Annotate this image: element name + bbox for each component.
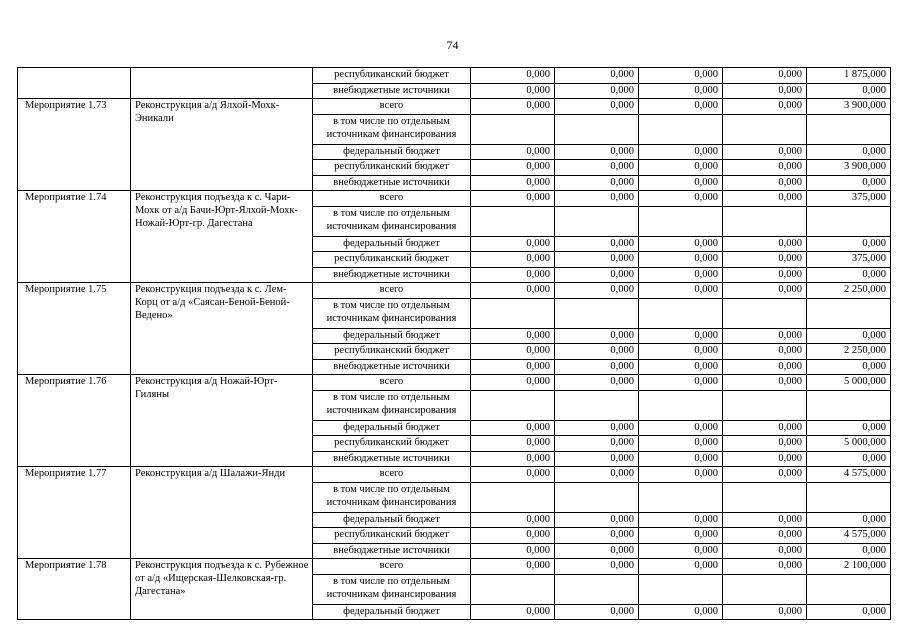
amount-cell (723, 206, 807, 236)
amount-cell: 0,000 (807, 175, 891, 191)
amount-cell: 0,000 (471, 451, 555, 467)
amount-cell: 0,000 (807, 543, 891, 559)
amount-cell (807, 574, 891, 604)
amount-cell: 0,000 (555, 144, 639, 160)
amount-cell: 0,000 (639, 604, 723, 620)
amount-cell: 3 900,000 (807, 99, 891, 115)
funding-source-cell: федеральный бюджет (313, 144, 471, 160)
page-number: 74 (446, 38, 459, 52)
amount-cell: 0,000 (723, 68, 807, 84)
amount-cell: 0,000 (723, 543, 807, 559)
amount-cell (639, 574, 723, 604)
amount-cell: 0,000 (639, 436, 723, 452)
funding-source-cell: внебюджетные источники (313, 83, 471, 99)
funding-source-cell: всего (313, 191, 471, 207)
amount-cell: 0,000 (723, 267, 807, 283)
amount-cell: 0,000 (555, 283, 639, 299)
amount-cell: 0,000 (723, 160, 807, 176)
amount-cell: 0,000 (639, 528, 723, 544)
table-row (18, 68, 891, 84)
funding-source-cell: республиканский бюджет (313, 252, 471, 268)
amount-cell: 0,000 (639, 144, 723, 160)
measure-name-cell (131, 68, 313, 99)
funding-source-cell: республиканский бюджет (313, 160, 471, 176)
funding-source-cell: всего (313, 467, 471, 483)
amount-cell: 0,000 (471, 175, 555, 191)
amount-cell (471, 482, 555, 512)
amount-cell: 0,000 (807, 604, 891, 620)
measure-code-cell: Мероприятие 1.73 (18, 99, 131, 191)
funding-source-cell: в том числе по отдельным источникам финансирования (313, 114, 471, 144)
amount-cell: 0,000 (807, 328, 891, 344)
amount-cell: 2 250,000 (807, 344, 891, 360)
amount-cell: 0,000 (471, 436, 555, 452)
amount-cell: 0,000 (723, 528, 807, 544)
amount-cell: 0,000 (723, 191, 807, 207)
amount-cell: 0,000 (807, 512, 891, 528)
amount-cell: 0,000 (639, 267, 723, 283)
amount-cell: 0,000 (639, 375, 723, 391)
measure-name-cell: Реконструкция подъезда к с. Рубежное от а/д «Ищерская-Шелковская-гр. Дагестана» (131, 559, 313, 620)
amount-cell: 0,000 (555, 543, 639, 559)
amount-cell: 0,000 (723, 328, 807, 344)
amount-cell: 4 575,000 (807, 528, 891, 544)
amount-cell: 5 000,000 (807, 375, 891, 391)
amount-cell: 0,000 (639, 252, 723, 268)
amount-cell: 0,000 (639, 99, 723, 115)
amount-cell (471, 574, 555, 604)
amount-cell (807, 482, 891, 512)
amount-cell: 0,000 (555, 328, 639, 344)
amount-cell (723, 298, 807, 328)
funding-source-cell: в том числе по отдельным источникам финансирования (313, 390, 471, 420)
amount-cell: 0,000 (471, 252, 555, 268)
funding-source-cell: республиканский бюджет (313, 436, 471, 452)
amount-cell: 0,000 (555, 175, 639, 191)
amount-cell: 0,000 (639, 359, 723, 375)
amount-cell: 0,000 (723, 344, 807, 360)
table-row (18, 99, 891, 115)
amount-cell: 0,000 (471, 467, 555, 483)
amount-cell: 0,000 (807, 359, 891, 375)
amount-cell (723, 482, 807, 512)
amount-cell: 0,000 (471, 144, 555, 160)
amount-cell (639, 482, 723, 512)
amount-cell: 0,000 (555, 528, 639, 544)
amount-cell (723, 574, 807, 604)
funding-source-cell: всего (313, 559, 471, 575)
amount-cell: 0,000 (639, 420, 723, 436)
table-row (18, 467, 891, 483)
amount-cell: 0,000 (555, 99, 639, 115)
amount-cell: 0,000 (555, 512, 639, 528)
amount-cell: 0,000 (555, 467, 639, 483)
amount-cell: 0,000 (723, 359, 807, 375)
amount-cell (807, 206, 891, 236)
amount-cell: 0,000 (471, 420, 555, 436)
amount-cell: 3 900,000 (807, 160, 891, 176)
amount-cell: 4 575,000 (807, 467, 891, 483)
funding-source-cell: федеральный бюджет (313, 420, 471, 436)
amount-cell (639, 390, 723, 420)
amount-cell: 0,000 (723, 451, 807, 467)
amount-cell: 0,000 (723, 283, 807, 299)
measure-name-cell: Реконструкция а/д Ножай-Юрт-Гиляны (131, 375, 313, 467)
amount-cell (639, 114, 723, 144)
funding-source-cell: в том числе по отдельным источникам финансирования (313, 298, 471, 328)
amount-cell: 0,000 (639, 83, 723, 99)
amount-cell: 0,000 (639, 451, 723, 467)
amount-cell: 0,000 (639, 328, 723, 344)
measure-code-cell: Мероприятие 1.75 (18, 283, 131, 375)
table-row (18, 283, 891, 299)
amount-cell: 0,000 (723, 420, 807, 436)
amount-cell: 375,000 (807, 191, 891, 207)
amount-cell: 0,000 (555, 83, 639, 99)
amount-cell: 0,000 (471, 328, 555, 344)
funding-source-cell: внебюджетные источники (313, 267, 471, 283)
amount-cell: 375,000 (807, 252, 891, 268)
amount-cell (555, 298, 639, 328)
amount-cell (555, 114, 639, 144)
amount-cell: 0,000 (471, 83, 555, 99)
amount-cell: 0,000 (555, 604, 639, 620)
amount-cell: 0,000 (639, 236, 723, 252)
amount-cell: 0,000 (723, 144, 807, 160)
amount-cell: 0,000 (555, 236, 639, 252)
amount-cell: 0,000 (555, 559, 639, 575)
amount-cell (471, 390, 555, 420)
amount-cell: 0,000 (639, 191, 723, 207)
amount-cell: 0,000 (555, 191, 639, 207)
amount-cell: 0,000 (471, 604, 555, 620)
amount-cell (807, 114, 891, 144)
funding-source-cell: республиканский бюджет (313, 528, 471, 544)
amount-cell: 0,000 (807, 144, 891, 160)
amount-cell (723, 390, 807, 420)
amount-cell: 0,000 (807, 83, 891, 99)
amount-cell: 0,000 (639, 175, 723, 191)
amount-cell: 0,000 (807, 267, 891, 283)
amount-cell: 0,000 (639, 68, 723, 84)
amount-cell (555, 206, 639, 236)
amount-cell: 0,000 (723, 83, 807, 99)
amount-cell: 0,000 (639, 344, 723, 360)
amount-cell: 0,000 (555, 451, 639, 467)
funding-source-cell: в том числе по отдельным источникам финансирования (313, 206, 471, 236)
amount-cell: 0,000 (639, 467, 723, 483)
amount-cell: 0,000 (471, 559, 555, 575)
amount-cell: 0,000 (471, 283, 555, 299)
amount-cell: 0,000 (555, 160, 639, 176)
amount-cell: 0,000 (723, 236, 807, 252)
amount-cell: 0,000 (639, 160, 723, 176)
table-row (18, 559, 891, 575)
funding-source-cell: федеральный бюджет (313, 604, 471, 620)
measure-name-cell: Реконструкция а/д Шалажи-Янди (131, 467, 313, 559)
funding-source-cell: всего (313, 99, 471, 115)
funding-source-cell: федеральный бюджет (313, 236, 471, 252)
amount-cell: 0,000 (471, 99, 555, 115)
amount-cell: 0,000 (639, 543, 723, 559)
amount-cell: 0,000 (555, 252, 639, 268)
amount-cell (807, 390, 891, 420)
amount-cell: 0,000 (723, 252, 807, 268)
funding-source-cell: республиканский бюджет (313, 344, 471, 360)
funding-source-cell: внебюджетные источники (313, 359, 471, 375)
amount-cell: 0,000 (723, 559, 807, 575)
amount-cell (723, 114, 807, 144)
funding-source-cell: внебюджетные источники (313, 543, 471, 559)
amount-cell (639, 206, 723, 236)
budget-table (17, 67, 891, 620)
amount-cell: 1 875,000 (807, 68, 891, 84)
measure-name-cell: Реконструкция подъезда к с. Чари-Мохк от а/д Бачи-Юрт-Ялхой-Мохк-Ножай-Юрт-гр. Дагестана (131, 191, 313, 283)
table-row (18, 375, 891, 391)
amount-cell: 0,000 (471, 236, 555, 252)
amount-cell: 0,000 (471, 191, 555, 207)
amount-cell: 0,000 (723, 99, 807, 115)
amount-cell: 0,000 (471, 160, 555, 176)
amount-cell (555, 390, 639, 420)
amount-cell: 0,000 (639, 559, 723, 575)
amount-cell: 0,000 (639, 283, 723, 299)
funding-source-cell: внебюджетные источники (313, 175, 471, 191)
amount-cell: 2 250,000 (807, 283, 891, 299)
table-row (18, 191, 891, 207)
measure-name-cell: Реконструкция а/д Ялхой-Мохк-Эникали (131, 99, 313, 191)
funding-source-cell: федеральный бюджет (313, 512, 471, 528)
amount-cell: 0,000 (471, 543, 555, 559)
amount-cell: 0,000 (471, 528, 555, 544)
measure-name-cell: Реконструкция подъезда к с. Лем-Корц от а/д «Саясан-Беной-Беной-Ведено» (131, 283, 313, 375)
amount-cell: 5 000,000 (807, 436, 891, 452)
amount-cell: 0,000 (555, 344, 639, 360)
funding-source-cell: внебюджетные источники (313, 451, 471, 467)
amount-cell: 0,000 (471, 344, 555, 360)
amount-cell (639, 298, 723, 328)
amount-cell: 0,000 (555, 375, 639, 391)
amount-cell (471, 206, 555, 236)
amount-cell: 0,000 (555, 420, 639, 436)
amount-cell (471, 298, 555, 328)
amount-cell: 0,000 (807, 451, 891, 467)
measure-code-cell: Мероприятие 1.74 (18, 191, 131, 283)
amount-cell: 0,000 (723, 604, 807, 620)
amount-cell: 0,000 (555, 267, 639, 283)
amount-cell (555, 574, 639, 604)
measure-code-cell: Мероприятие 1.76 (18, 375, 131, 467)
measure-code-cell: Мероприятие 1.77 (18, 467, 131, 559)
amount-cell: 0,000 (471, 375, 555, 391)
funding-source-cell: федеральный бюджет (313, 328, 471, 344)
amount-cell: 0,000 (639, 512, 723, 528)
amount-cell: 0,000 (471, 512, 555, 528)
funding-source-cell: всего (313, 283, 471, 299)
amount-cell: 0,000 (723, 375, 807, 391)
funding-source-cell: всего (313, 375, 471, 391)
amount-cell: 0,000 (471, 68, 555, 84)
amount-cell: 0,000 (471, 267, 555, 283)
measure-code-cell (18, 68, 131, 99)
measure-code-cell: Мероприятие 1.78 (18, 559, 131, 620)
amount-cell: 0,000 (807, 420, 891, 436)
amount-cell: 0,000 (723, 436, 807, 452)
amount-cell (471, 114, 555, 144)
amount-cell: 0,000 (471, 359, 555, 375)
funding-source-cell: в том числе по отдельным источникам финансирования (313, 482, 471, 512)
amount-cell: 0,000 (723, 175, 807, 191)
amount-cell: 0,000 (723, 467, 807, 483)
amount-cell (555, 482, 639, 512)
amount-cell: 0,000 (555, 68, 639, 84)
table-body (18, 68, 891, 620)
amount-cell: 2 100,000 (807, 559, 891, 575)
funding-source-cell: республиканский бюджет (313, 68, 471, 84)
amount-cell (807, 298, 891, 328)
amount-cell: 0,000 (555, 436, 639, 452)
amount-cell: 0,000 (723, 512, 807, 528)
amount-cell: 0,000 (555, 359, 639, 375)
funding-source-cell: в том числе по отдельным источникам финансирования (313, 574, 471, 604)
amount-cell: 0,000 (807, 236, 891, 252)
